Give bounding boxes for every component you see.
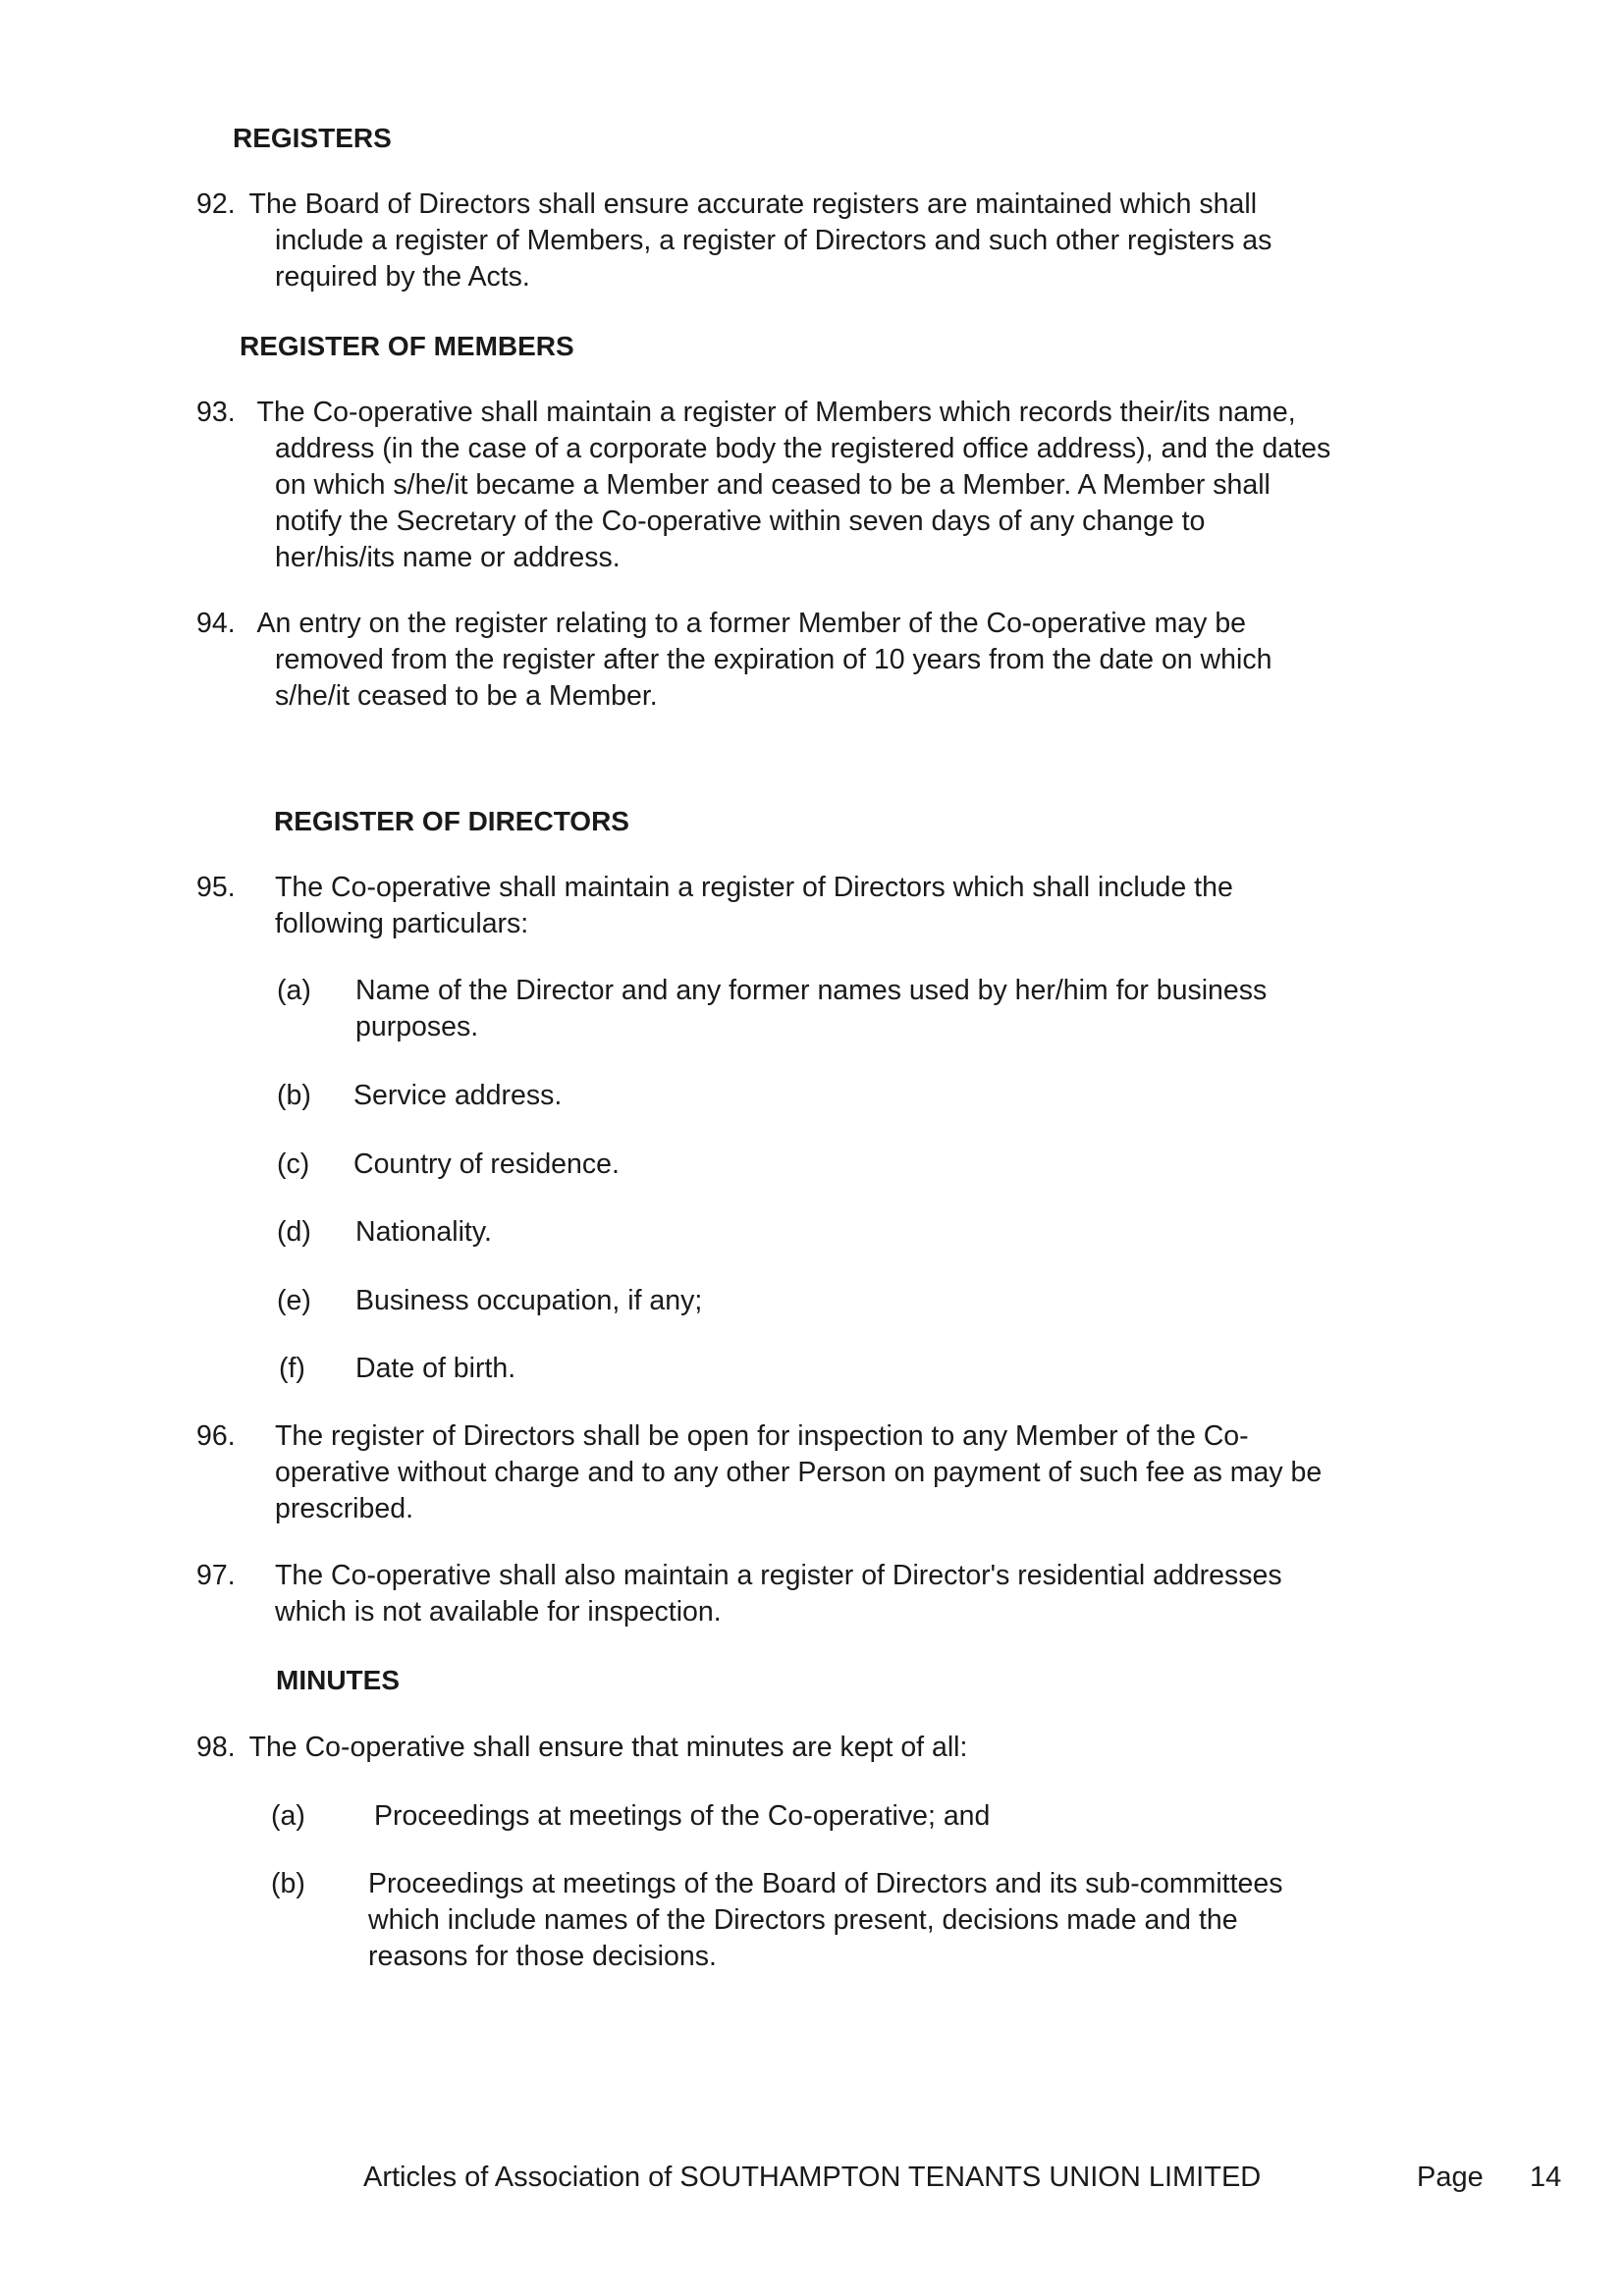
- paragraph-line: The Co-operative shall also maintain a register of Director's residential addresses: [275, 1560, 1282, 1591]
- paragraph-line: required by the Acts.: [275, 261, 530, 293]
- footer-page-label: Page: [1417, 2162, 1484, 2193]
- paragraph-line: s/he/it ceased to be a Member.: [275, 680, 658, 712]
- list-label: (c): [277, 1148, 310, 1180]
- paragraph-96: [196, 1418, 1322, 1527]
- paragraph-line: notify the Secretary of the Co-operative within seven days of any change to: [275, 506, 1206, 537]
- paragraph-line: address (in the case of a corporate body the registered office address), and the dates: [275, 433, 1331, 464]
- paragraph-line: on which s/he/it became a Member and ceased to be a Member. A Member shall: [275, 469, 1271, 501]
- paragraph-line: include a register of Members, a register of Directors and such other registers as: [275, 225, 1272, 256]
- list-label: (f): [279, 1353, 305, 1384]
- paragraph-number: 96.: [196, 1420, 236, 1452]
- list-label: (d): [277, 1216, 311, 1248]
- paragraph-line: her/his/its name or address.: [275, 542, 621, 573]
- list-line: which include names of the Directors present, decisions made and the: [368, 1904, 1238, 1936]
- heading-register-of-directors: REGISTER OF DIRECTORS: [274, 806, 629, 836]
- list-line: reasons for those decisions.: [368, 1941, 717, 1972]
- list-item-c: [277, 1147, 620, 1183]
- list-line: purposes.: [355, 1011, 479, 1042]
- list-label: (a): [277, 975, 311, 1006]
- list-item-b: [277, 1078, 562, 1114]
- footer-title: Articles of Association of SOUTHAMPTON TENANTS UNION LIMITED: [363, 2162, 1262, 2193]
- paragraph-95: [196, 870, 1233, 942]
- paragraph-line: which is not available for inspection.: [275, 1596, 722, 1628]
- paragraph-number: 95.: [196, 872, 236, 903]
- list-line: Proceedings at meetings of the Board of Directors and its sub-committees: [368, 1868, 1283, 1899]
- paragraph-98: [196, 1730, 967, 1766]
- paragraph-number: 94.: [196, 608, 236, 639]
- list-label: (b): [271, 1868, 305, 1899]
- paragraph-93: [196, 395, 1330, 576]
- list-line: Nationality.: [355, 1216, 492, 1248]
- paragraph-line: The register of Directors shall be open for inspection to any Member of the Co-: [275, 1420, 1249, 1452]
- list-line: Business occupation, if any;: [355, 1285, 703, 1316]
- paragraph-number: 97.: [196, 1560, 236, 1591]
- list-item-f: [279, 1351, 515, 1387]
- paragraph-97: [196, 1558, 1282, 1630]
- heading-minutes: MINUTES: [276, 1665, 400, 1695]
- paragraph-line: The Co-operative shall ensure that minutes are kept of all:: [248, 1732, 968, 1763]
- paragraph-92: [196, 187, 1271, 295]
- list-item-e: [277, 1283, 702, 1319]
- paragraph-number: 93.: [196, 397, 236, 428]
- minutes-item-b: [271, 1866, 1282, 1975]
- heading-registers: REGISTERS: [233, 123, 392, 153]
- paragraph-line: An entry on the register relating to a former Member of the Co-operative may be: [256, 608, 1247, 639]
- list-line: Proceedings at meetings of the Co-operative; and: [374, 1800, 991, 1832]
- paragraph-94: [196, 606, 1271, 715]
- paragraph-number: 98.: [196, 1732, 236, 1763]
- list-line: Date of birth.: [355, 1353, 516, 1384]
- list-item-a: [277, 973, 1267, 1045]
- footer-page-number: 14: [1530, 2162, 1562, 2193]
- list-item-d: [277, 1214, 492, 1251]
- paragraph-number: 92.: [196, 188, 236, 220]
- minutes-item-a: [271, 1798, 990, 1835]
- list-label: (b): [277, 1080, 311, 1111]
- list-label: (e): [277, 1285, 311, 1316]
- paragraph-line: The Co-operative shall maintain a register of Directors which shall include the: [275, 872, 1233, 903]
- paragraph-line: The Co-operative shall maintain a register of Members which records their/its name,: [256, 397, 1296, 428]
- paragraph-line: prescribed.: [275, 1493, 413, 1524]
- list-label: (a): [271, 1800, 305, 1832]
- paragraph-line: removed from the register after the expiration of 10 years from the date on which: [275, 644, 1272, 675]
- list-line: Country of residence.: [353, 1148, 620, 1180]
- list-line: Name of the Director and any former names used by her/him for business: [355, 975, 1268, 1006]
- paragraph-line: following particulars:: [275, 908, 529, 939]
- list-line: Service address.: [353, 1080, 563, 1111]
- heading-register-of-members: REGISTER OF MEMBERS: [240, 331, 574, 361]
- paragraph-line: The Board of Directors shall ensure accurate registers are maintained which shall: [248, 188, 1258, 220]
- paragraph-line: operative without charge and to any other Person on payment of such fee as may be: [275, 1457, 1323, 1488]
